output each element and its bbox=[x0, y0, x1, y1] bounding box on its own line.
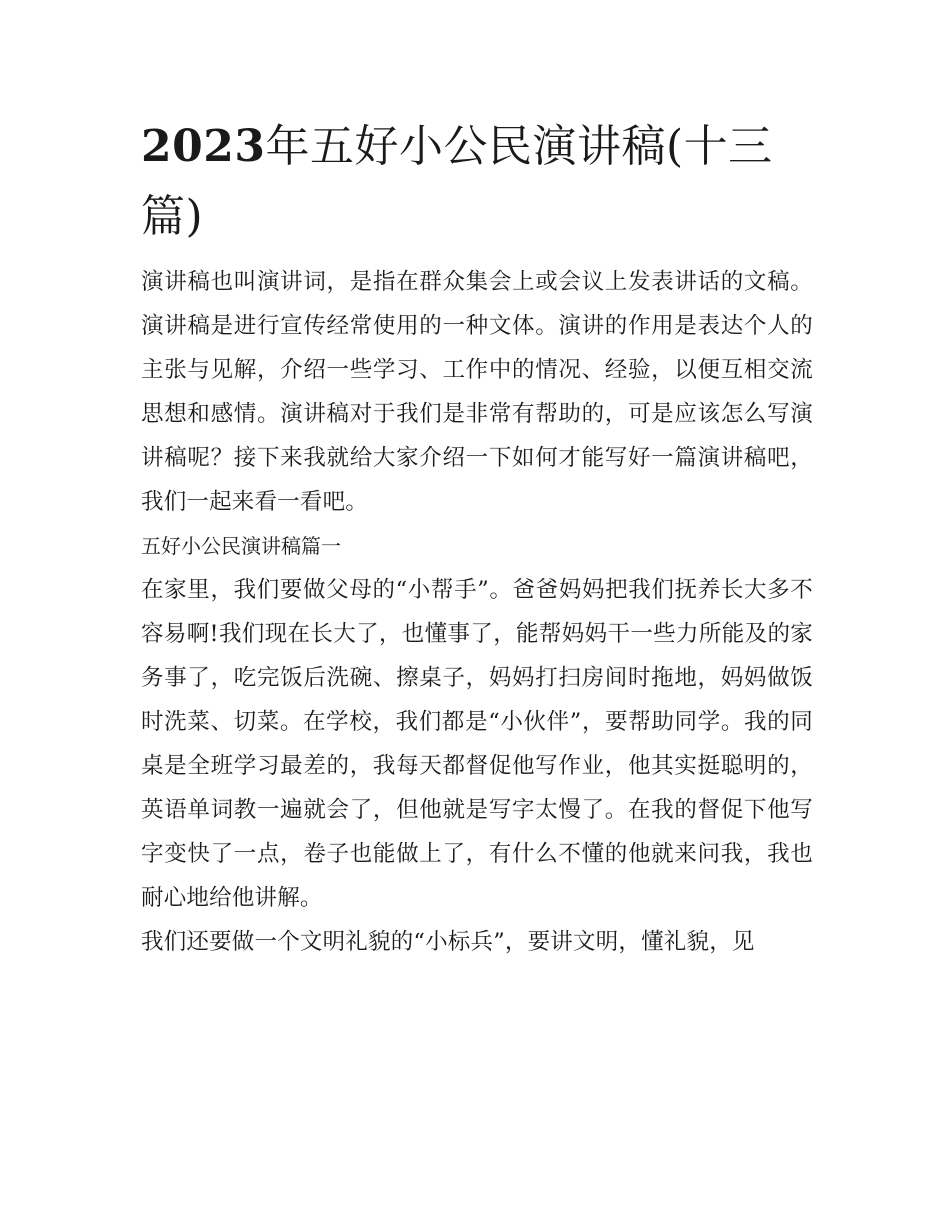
document-title bbox=[141, 112, 813, 252]
section-heading: 五好小公民演讲稿篇一 bbox=[141, 534, 341, 558]
document-page bbox=[141, 112, 813, 964]
title-text: 年五好小公民演讲稿(十三篇) bbox=[141, 121, 773, 242]
intro-paragraph: 演讲稿也叫演讲词，是指在群众集会上或会议上发表讲话的文稿。演讲稿是进行宣传经常使用的一种文体。演讲的作用是表达个人的主张与见解，介绍一些学习、工作中的情况、经验，以便互相交流思想和感情。演讲稿对于我们是非常有帮助的，可是应该怎么写演讲稿呢？接下来我就给大家介绍一下如何才能写好一篇演讲稿吧，我们一起来看一看吧。 bbox=[141, 269, 813, 515]
title-year: 2023 bbox=[141, 121, 266, 172]
body-paragraph-1: 在家里，我们要做父母的“小帮手”。爸爸妈妈把我们抚养长大多不容易啊!我们现在长大了，也懂事了，能帮妈妈干一些力所能及的家务事了，吃完饭后洗碗、擦桌子，妈妈打扫房间时拖地，妈妈做饭时洗菜、切菜。在学校，我们都是“小伙伴”，要帮助同学。我的同桌是全班学习最差的，我每天都督促他写作业，他其实挺聪明的，英语单词教一遍就会了，但他就是写字太慢了。在我的督促下他写字变快了一点，卷子也能做上了，有什么不懂的他就来问我，我也耐心地给他讲解。 bbox=[141, 577, 813, 911]
body-paragraph-2: 我们还要做一个文明礼貌的“小标兵”，要讲文明，懂礼貌，见 bbox=[141, 929, 755, 955]
